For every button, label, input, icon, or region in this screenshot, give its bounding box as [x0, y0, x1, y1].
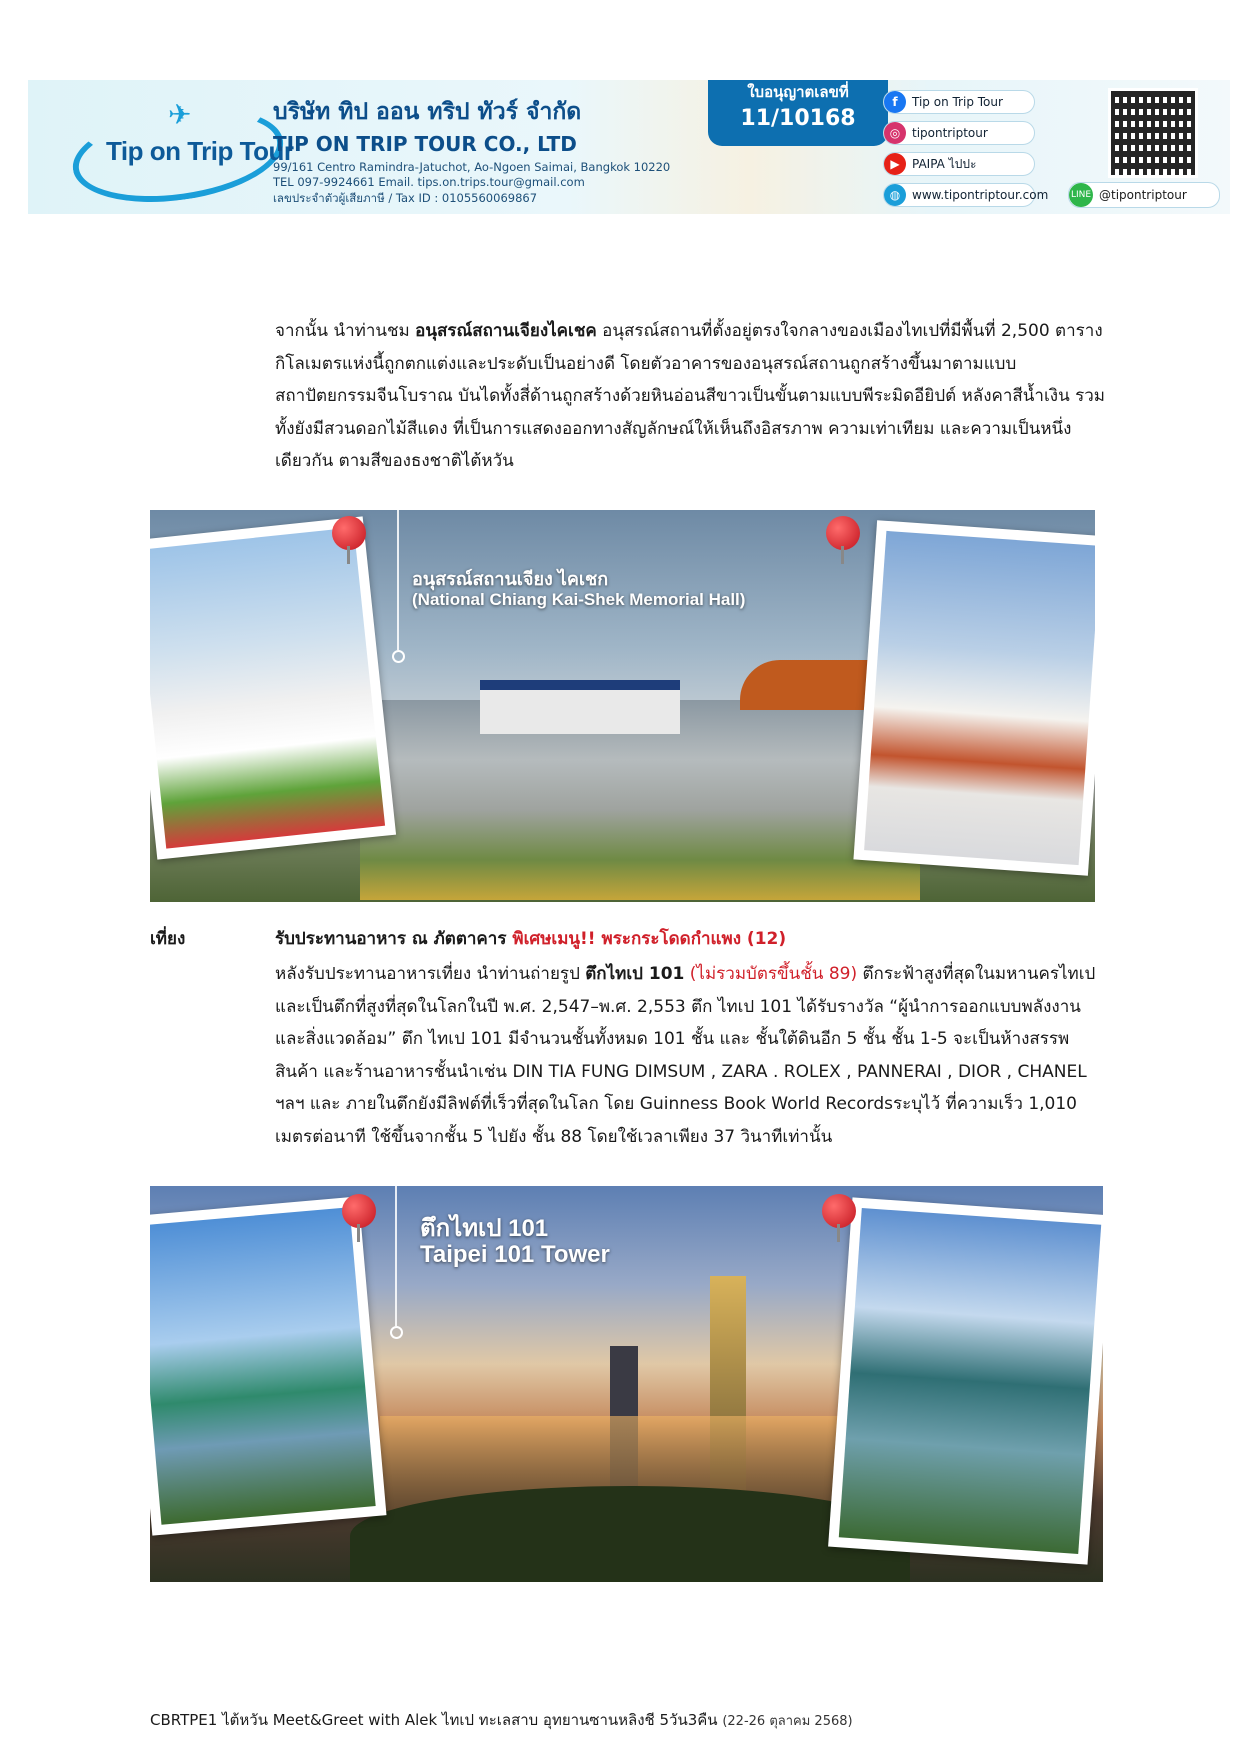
meal-title [275, 925, 786, 952]
foreground-hill [350, 1486, 910, 1582]
social-label: Tip on Trip Tour [912, 95, 1003, 109]
banner-title-thai: ตึกไทเป 101 [420, 1215, 549, 1242]
social-instagram[interactable] [883, 121, 1035, 145]
social-facebook[interactable] [883, 90, 1035, 114]
meal-time-label: เที่ยง [150, 929, 186, 949]
pushpin-icon [826, 516, 860, 550]
logo-text: Tip on Trip Tour [106, 136, 294, 166]
para-lead: จากนั้น นำท่านชม [275, 321, 416, 341]
qr-code [1108, 88, 1198, 178]
taipei-101-banner [150, 1186, 1103, 1582]
meal-special-menu: พิเศษเมนู!! พระกระโดดกำแพง (12) [512, 929, 787, 949]
letterhead-banner [28, 80, 1230, 214]
taipei-101-description [275, 958, 1105, 1154]
social-label: tipontriptour [912, 126, 988, 140]
para-lead: หลังรับประทานอาหารเที่ยง นำท่านถ่ายรูป [275, 964, 586, 984]
page-footer [150, 1708, 853, 1732]
banner-title-english: Taipei 101 Tower [420, 1241, 610, 1268]
website-icon: ◍ [884, 184, 906, 206]
memorial-hall-banner [150, 510, 1095, 902]
instagram-icon: ◎ [884, 122, 906, 144]
company-contact: TEL 097-9924661 Email. tips.on.trips.tour@gmail.com [273, 175, 585, 189]
facebook-icon: f [884, 91, 906, 113]
para-body: ตึกระฟ้าสูงที่สุดในมหานครไทเป และเป็นตึกที่สูงที่สุดในโลกในปี พ.ศ. 2,547–พ.ศ. 2,553 ตึก ไทเป 101 ได้รับรางวัล “ผู้นำการออกแบบพลังงานและสิ่งแวดล้อม” ตึก ไทเป 101 มีจำนวนชั้นทั้งหมด 101 ชั้น และ ชั้นใต้ดินอีก 5 ชั้น ชั้น 1-5 จะเป็นห้างสรรพสินค้า และร้านอาหารชั้นนำเช่น DIN TIA FUNG DIMSUM , ZARA . ROLEX , PANNERAI , DIOR , CHANEL ฯลฯ และ ภายในตึกยังมีลิฟต์ที่เร็วที่สุดในโลก โดย Guinness Book World Recordsระบุไว้ ที่ความเร็ว 1,010 เมตรต่อนาที ใช้ขึ้นจากชั้น 5 ไปยัง ชั้น 88 โดยใช้เวลาเพียง 37 วินาทีเท่านั้น [275, 964, 1096, 1147]
meal-restaurant: รับประทานอาหาร ณ ภัตตาคาร [275, 929, 513, 949]
title-guide-dot [390, 1326, 403, 1339]
title-guide-line [397, 510, 399, 650]
title-guide-dot [392, 650, 405, 663]
company-tax-id: เลขประจำตัวผู้เสียภาษี / Tax ID : 0105560069867 [273, 191, 538, 205]
banner-title-english: (National Chiang Kai-Shek Memorial Hall) [412, 590, 746, 609]
memorial-hall-description [275, 315, 1105, 478]
company-address: 99/161 Centro Ramindra-Jatuchot, Ao-Ngoen Saimai, Bangkok 10220 [273, 160, 671, 174]
social-line[interactable] [1068, 182, 1220, 208]
footer-dates: (22-26 ตุลาคม 2568) [722, 1714, 853, 1729]
license-title: ใบอนุญาตเลขที่ [747, 83, 849, 101]
social-label: @tipontriptour [1099, 188, 1187, 202]
taipei-101-tower-photo [828, 1197, 1103, 1564]
company-logo [72, 98, 294, 194]
social-label: PAIPA ไปปะ [912, 156, 977, 171]
ticket-note: (ไม่รวมบัตรขึ้นชั้น 89) [684, 964, 858, 984]
social-label: www.tipontriptour.com [912, 188, 1049, 202]
youtube-icon: ▶ [884, 153, 906, 175]
line-icon: LINE [1069, 183, 1093, 207]
pushpin-icon [822, 1194, 856, 1228]
airplane-icon: ✈ [168, 98, 192, 131]
memorial-gate [480, 680, 680, 734]
memorial-hall-photo [150, 516, 396, 859]
attraction-name: ตึกไทเป 101 [585, 964, 685, 984]
taipei-101-day-photo [150, 1196, 386, 1535]
banner-title-thai: อนุสรณ์สถานเจียง ไคเชก [412, 569, 609, 589]
social-youtube[interactable] [883, 152, 1035, 176]
company-name-thai: บริษัท ทิป ออน ทริป ทัวร์ จำกัด [273, 99, 582, 125]
company-info [273, 94, 670, 208]
license-number: 11/10168 [740, 106, 856, 131]
title-guide-line [395, 1186, 397, 1326]
attraction-name: อนุสรณ์สถานเจียงไคเชค [415, 321, 597, 341]
pushpin-icon [342, 1194, 376, 1228]
pushpin-icon [332, 516, 366, 550]
para-body: อนุสรณ์สถานที่ตั้งอยู่ตรงใจกลางของเมืองไทเปที่มีพื้นที่ 2,500 ตารางกิโลเมตรแห่งนี้ถูกตกแต่งและประดับเป็นอย่างดี โดยตัวอาคารของอนุสรณ์สถานถูกสร้างขึ้นมาตามแบบสถาปัตยกรรมจีนโบราณ บันไดทั้งสี่ด้านถูกสร้างด้วยหินอ่อนสีขาวเป็นขั้นตามแบบพีระมิดอียิปต์ หลังคาสีน้ำเงิน รวมทั้งยังมีสวนดอกไม้สีแดง ที่เป็นการแสดงออกทางสัญลักษณ์ให้เห็นถึงอิสรภาพ ความเท่าเทียม และความเป็นหนึ่งเดียวกัน ตามสีของธงชาติไต้หวัน [275, 321, 1105, 472]
social-links [883, 90, 1049, 214]
license-badge [708, 80, 888, 146]
liberty-square-gate-photo [853, 520, 1095, 876]
social-website[interactable] [883, 183, 1049, 207]
company-name-english: TIP ON TRIP TOUR CO., LTD [273, 132, 577, 156]
footer-tour-name: CBRTPE1 ไต้หวัน Meet&Greet with Alek ไทเป ทะเลสาบ อุทยานซานหลิงชี 5วัน3คืน [150, 1711, 718, 1729]
